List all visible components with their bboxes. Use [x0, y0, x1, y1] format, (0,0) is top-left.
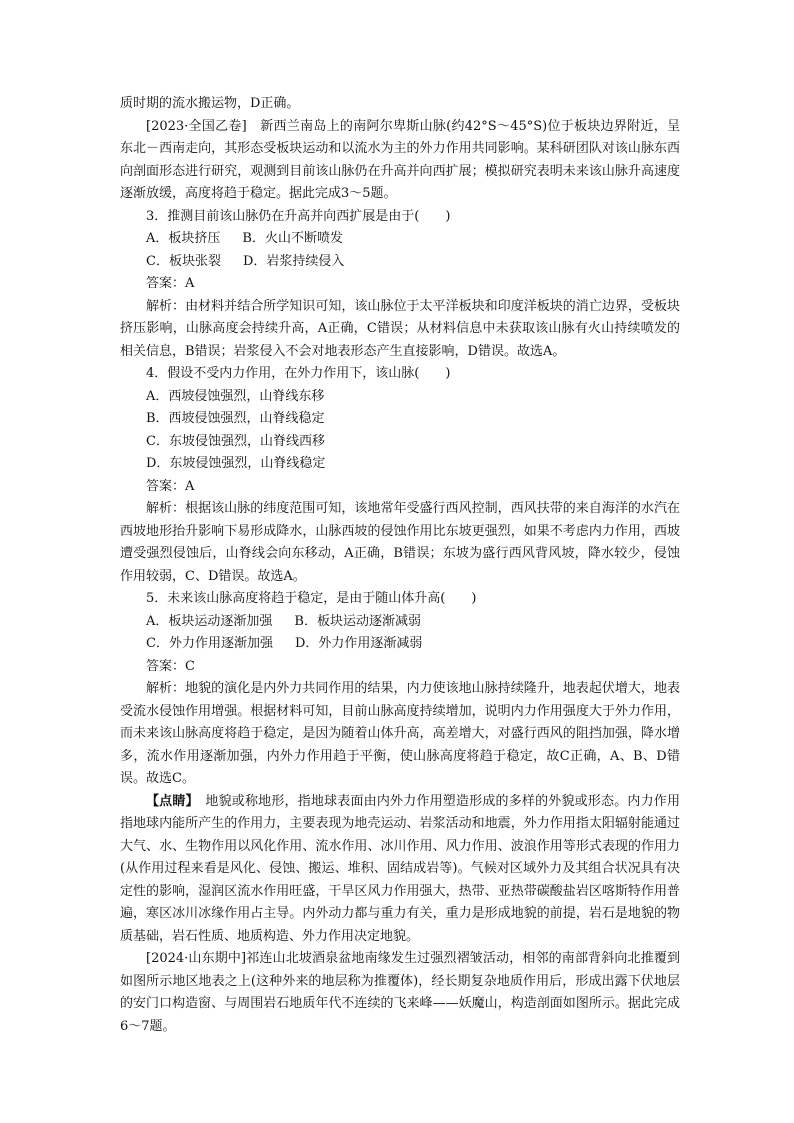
question-5-option-d: D．外力作用逐渐减弱 [294, 636, 423, 651]
question-3-option-d: D．岩浆持续侵入 [242, 253, 345, 269]
document-page [120, 93, 680, 1038]
question-4-analysis: 解析：根据该山脉的纬度范围可知，该地常年受盛行西风控制，西风扶带的来自海洋的水汽在西坡地形抬升影响下易形成降水，山脉西坡的侵蚀作用比东坡更强烈，如果不考虑内力作用，西坡遭受强烈侵蚀后，山脊线会向东移动，A正确，B错误；东坡为盛行西风背风坡，降水较少，侵蚀作用较弱，C、D错误。故选A。 [120, 501, 680, 584]
question-3-option-c: C．板块张裂 [146, 253, 221, 269]
question-3-options-row-2 [120, 251, 680, 274]
passage-new-zealand: [2023·全国乙卷] 新西兰南岛上的南阿尔卑斯山脉(约42°S～45°S)位于板块边界附近，呈东北－西南走向，其形态受板块运动和以流水为主的外力作用共同影响。某科研团队对该山脉东西向剖面形态进行研究，观测到目前该山脉仍在升高并向西扩展；模拟研究表明未来该山脉升高速度逐渐放缓，高度将趋于稳定。据此完成3～5题。 [120, 118, 680, 201]
question-5-option-a: A．板块运动逐渐加强 [146, 613, 273, 629]
question-5-answer: 答案：C [146, 658, 195, 674]
question-3-option-b: B．火山不断喷发 [242, 231, 343, 246]
question-3-options-row-1 [120, 228, 680, 251]
tip-paragraph [120, 791, 680, 949]
intro-tail: 质时期的流水搬运物，D正确。 [120, 96, 300, 111]
question-5-options-row-2 [120, 633, 680, 656]
question-5-options-row-1 [120, 611, 680, 634]
tip-text: 地貌或称地形，指地球表面由内外力作用塑造形成的多样的外貌或形态。内力作用指地球内能所产生的作用力，主要表现为地壳运动、岩浆活动和地震，外力作用指太阳辐射能通过大气、水、生物作用以风化作用、流水作用、冰川作用、风力作用、波浪作用等形式表现的作用力(从作用过程来看是风化、侵蚀、搬运、堆积、固结成岩等)。气候对区域外力及其组合状况具有决定性的影响，湿润区流水作用旺盛，干旱区风力作用强大，热带、亚热带碳酸盐岩区喀斯特作用普遍，寒区冰川冰缘作用占主导。内外动力都与重力有关，重力是形成地貌的前提，岩石是地貌的物质基础，岩石性质、地质构造、外力作用决定地貌。 [120, 793, 680, 944]
question-5-stem: 5．未来该山脉高度将趋于稳定，是由于随山体升高( ) [146, 591, 477, 606]
question-4-option-b: B．西坡侵蚀强烈，山脊线稳定 [146, 411, 325, 426]
question-5-option-b: B．板块运动逐渐减弱 [294, 613, 421, 629]
question-3-answer: 答案：A [146, 276, 195, 291]
question-4-answer: 答案：A [146, 478, 195, 494]
question-3-analysis: 解析：由材料并结合所学知识可知，该山脉位于太平洋板块和印度洋板块的消亡边界，受板块挤压影响，山脉高度会持续升高，A正确，C错误；从材料信息中未获取该山脉有火山持续喷发的相关信息，B错误；岩浆侵入不会对地表形态产生直接影响，D错误。故选A。 [120, 298, 680, 359]
question-4-stem: 4．假设不受内力作用，在外力作用下，该山脉( ) [146, 366, 451, 381]
question-4-option-a: A．西坡侵蚀强烈，山脊线东移 [146, 388, 325, 404]
question-5-option-c: C．外力作用逐渐加强 [146, 636, 273, 651]
question-4-option-d: D．东坡侵蚀强烈，山脊线稳定 [146, 456, 326, 471]
question-3-option-a: A．板块挤压 [146, 231, 221, 246]
question-3-stem: 3．推测目前该山脉仍在升高并向西扩展是由于( ) [146, 208, 451, 224]
question-5-analysis: 解析：地貌的演化是内外力共同作用的结果，内力使该地山脉持续隆升，地表起伏增大，地表受流水侵蚀作用增强。根据材料可知，目前山脉高度持续增加，说明内力作用强度大于外力作用，而未来该山脉高度将趋于稳定，是因为随着山体升高，高差增大，对盛行西风的阻挡加强，降水增多，流水作用逐渐加强，内外力作用趋于平衡，使山脉高度将趋于稳定，故C正确，A、B、D错误。故选C。 [120, 681, 680, 786]
question-4-option-c: C．东坡侵蚀强烈，山脊线西移 [146, 433, 325, 449]
tip-tag: 【点睛】 [146, 793, 193, 809]
passage-qilian: [2024·山东期中]祁连山北坡酒泉盆地南缘发生过强烈褶皱活动，相邻的南部背斜向北推覆到如图所示地区地表之上(这种外来的地层称为推覆体)，经长期复杂地质作用后，形成出露下伏地层的安门口构造窗、与周围岩石地质年代不连续的飞来峰——妖魔山，构造剖面如图所示。据此完成6～7题。 [120, 951, 680, 1034]
